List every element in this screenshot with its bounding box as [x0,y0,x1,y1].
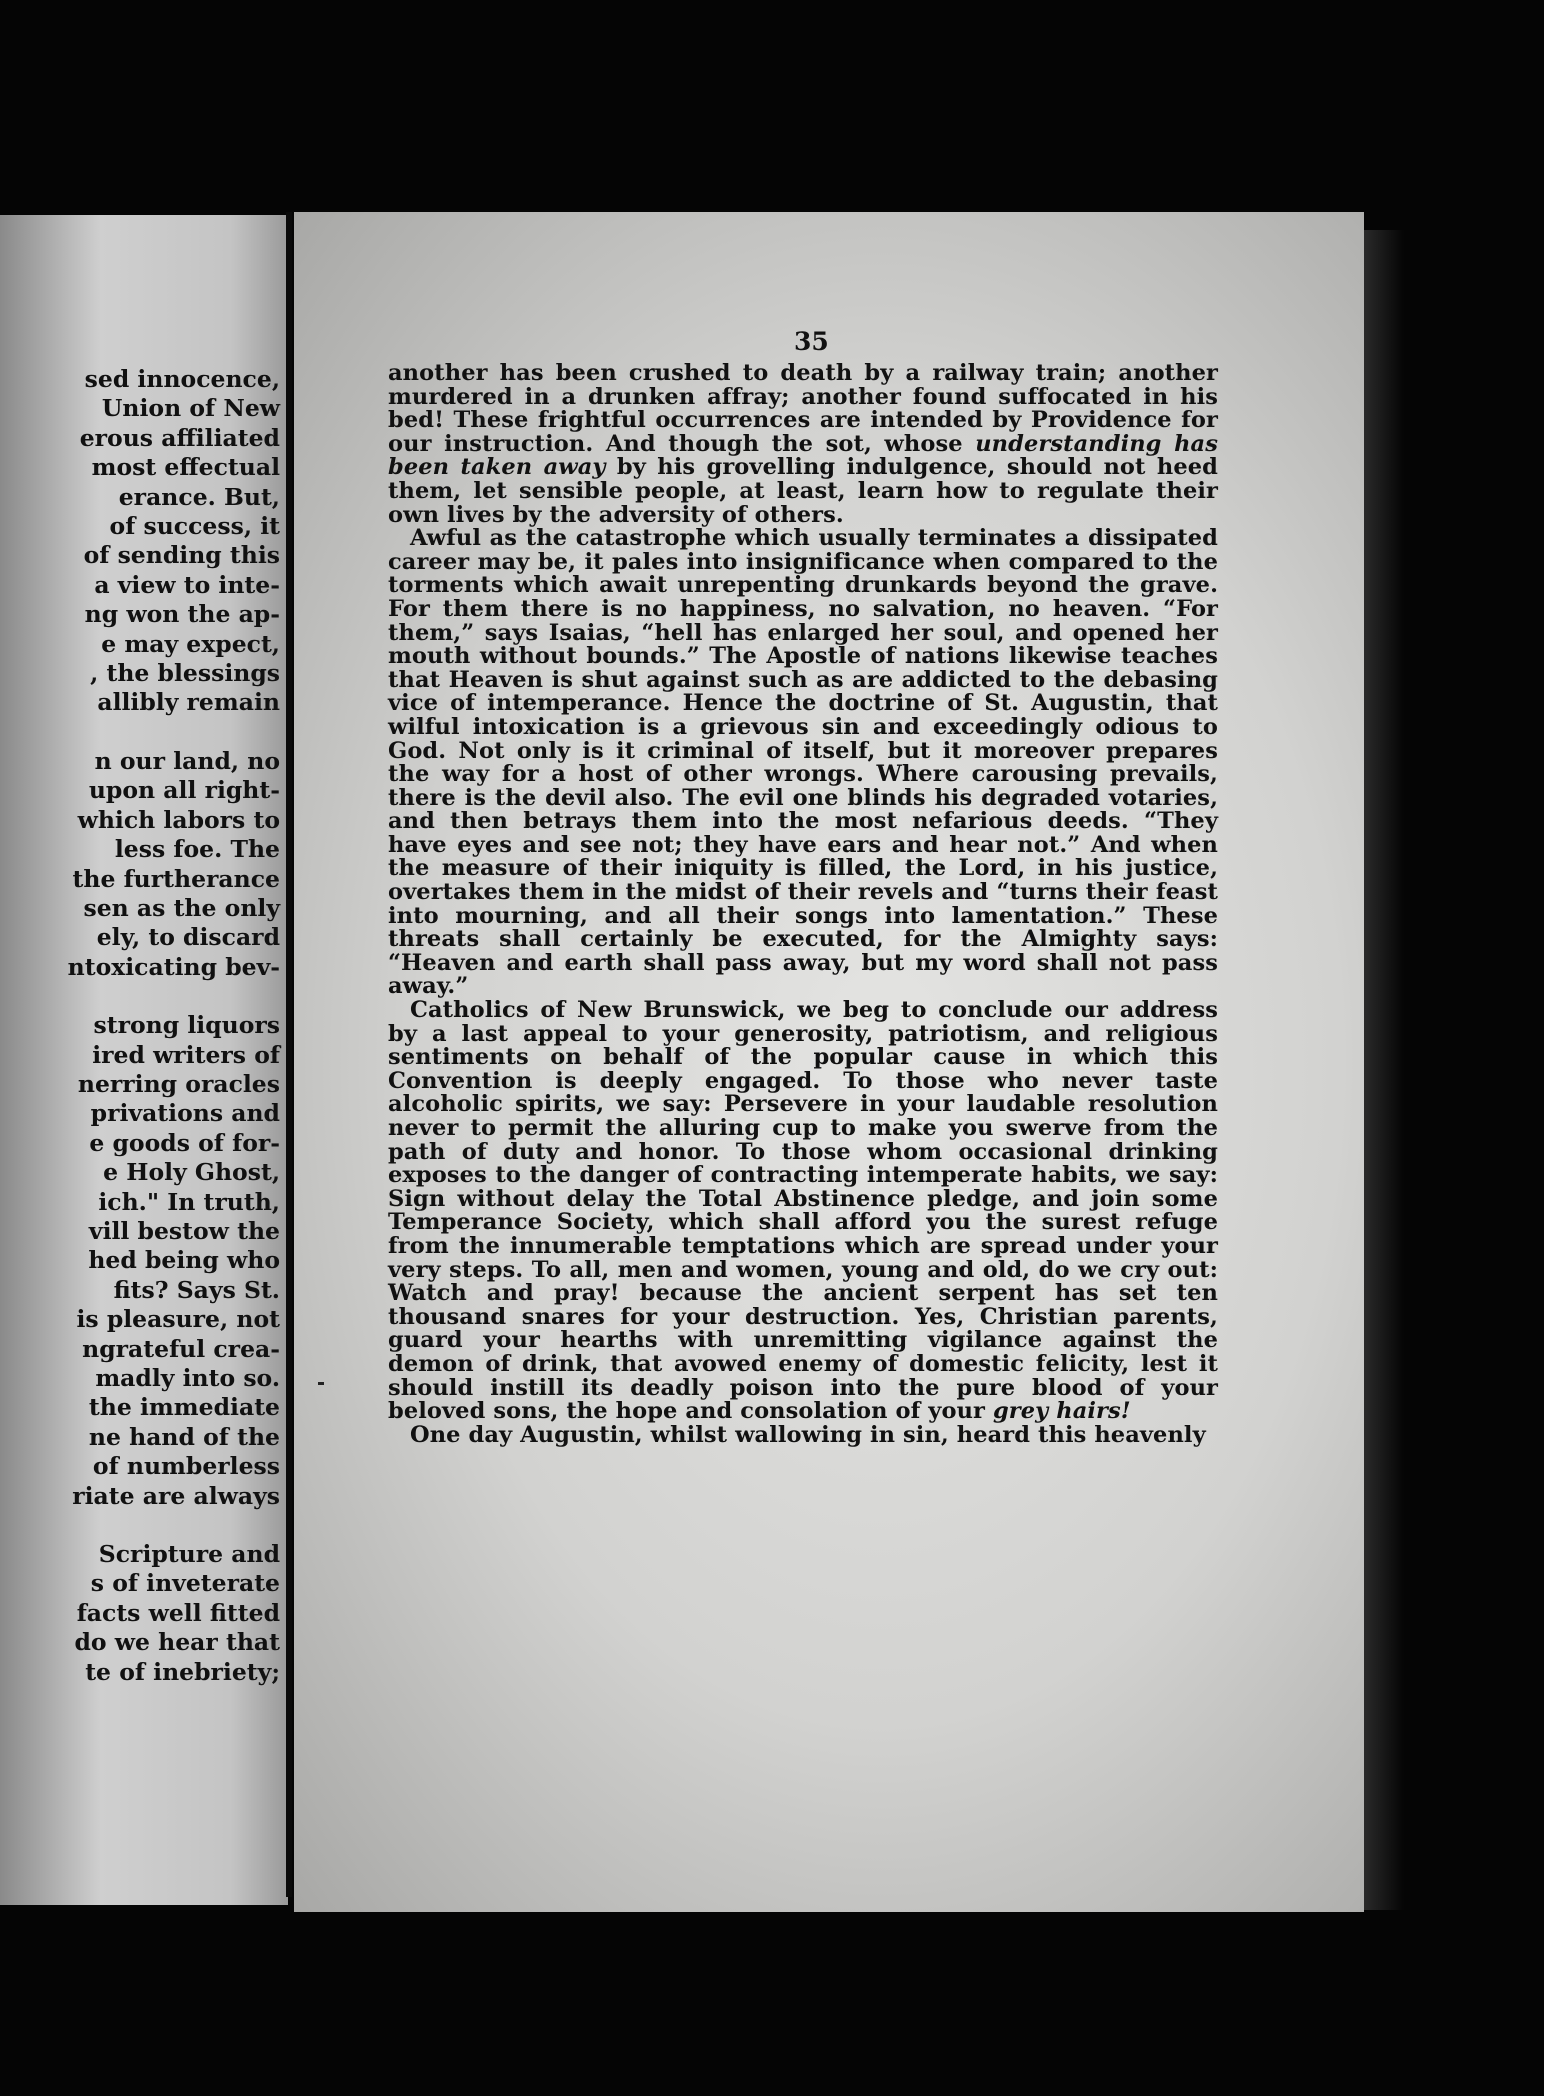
left-page-line: e may expect, [101,629,280,658]
left-page-line: , the blessings [90,659,280,688]
right-page [294,212,1364,1912]
paragraph-1-text-b: by his grovelling indulgence, should not heed them, let sensible people, at least, learn how to regulate their own lives by the adversity of others. [388,454,1218,528]
left-page-line: madly into so. [95,1364,280,1392]
left-page-line: vill bestow the [88,1216,280,1245]
left-page-line: te of inebriety; [85,1657,280,1686]
left-page-line: ng won the ap- [84,600,280,629]
left-page-line [0,1511,280,1540]
left-page-line: is pleasure, not [76,1305,280,1334]
left-page-line: a view to inte- [94,570,280,599]
left-page-line: privations and [90,1099,280,1128]
left-page-text [0,365,280,1687]
page-edge-shadow [1364,230,1404,1910]
left-page-line: ngrateful crea- [82,1334,280,1363]
left-page-line: ich." In truth, [98,1187,280,1216]
left-page-line: e Holy Ghost, [103,1158,280,1187]
paragraph-4: One day Augustin, whilst wallowing in sin, heard this heavenly [410,1421,1206,1448]
gutter-line [286,212,292,1897]
paragraph-3-text: Catholics of New Brunswick, we beg to conclude our address by a last appeal to your generosity, patriotism, and religious sentiments on behalf of the popular cause in which this Convention is deeply engaged. To those who never taste alcoholic spirits, we say: Persevere in your laudable resolution never to permit the alluring cup to make you swerve from the path of duty and honor. To those whom occasional drinking exposes to the danger of contracting intemperate habits, we say: Sign without delay the Total Abstinence pledge, and join some Temperance Society, which shall afford you the surest refuge from the innumerable temptations which are spread under your very steps. To all, men and women, young and old, do we cry out: Watch and pray! because the ancient serpent has set ten thousand snares for your destruction. Yes, Christian parents, guard your hearths with unremitting vigilance against the demon of drink, that avowed enemy of domestic felicity, lest it should instill its deadly poison into the pure blood of your beloved sons, the hope and consolation of your [388,997,1218,1425]
left-page-line: erous affiliated [79,423,280,452]
paragraph-3 [388,999,1218,1424]
page-number: 35 [794,327,829,356]
left-page-line: sed innocence, [84,365,280,393]
left-page-line: s of inveterate [90,1569,280,1598]
paragraph-1 [388,362,1218,527]
left-page-line: upon all right- [88,776,280,805]
paragraph-3-emphasis: grey hairs! [992,1398,1131,1425]
left-page-line: ne hand of the [88,1422,280,1451]
left-page-line: erance. But, [118,482,280,511]
left-page-line [0,982,280,1011]
left-page-line: hed being who [88,1246,280,1275]
left-page-line: of numberless [92,1452,280,1481]
paragraph-1-text-a: another has been crushed to death by a railway train; another murdered in a drunken affray; another found suffocated in his bed! These frightful occurrences are intended by Providence for our instruction. And though the sot, whose [388,360,1218,457]
left-page-line: n our land, no [94,746,280,775]
margin-mark [318,1382,324,1385]
left-page-line: ntoxicating bev- [67,952,280,981]
left-page-line: do we hear that [74,1628,280,1657]
left-page-line: strong liquors [93,1011,280,1040]
left-page-line: e goods of for- [89,1128,280,1157]
left-page-line: riate are always [72,1481,280,1510]
left-page [0,215,288,1905]
left-page-line: facts well fitted [76,1598,280,1627]
left-page-line: Union of New [101,394,280,423]
left-page-line: most effectual [91,453,280,482]
left-page-line: nerring oracles [77,1069,280,1098]
left-page-line: ely, to discard [96,923,280,952]
paragraph-2: Awful as the catastrophe which usually terminates a dissipated career may be, it pales into insignificance when compared to the torments which await unrepenting drunkards beyond the grave. For them there is no happiness, no salvation, no heaven. “For them,” says Isaias, “hell has enlarged her soul, and opened her mouth without bounds.” The Apostle of nations likewise teaches that Heaven is shut against such as are addicted to the debasing vice of intemperance. Hence the doctrine of St. Augustin, that wilful intoxication is a grievous sin and exceedingly odious to God. Not only is it criminal of itself, but it moreover prepares the way for a host of other wrongs. Where carousing prevails, there is the devil also. The evil one blinds his degraded votaries, and then betrays them into the most nefarious deeds. “They have eyes and see not; they have ears and hear not.” And when the measure of their iniquity is filled, the Lord, in his justice, overtakes them in the midst of their revels and “turns their feast into mourning, and all their songs into lamentation.” These threats shall certainly be executed, for the Almighty says: “Heaven and earth shall pass away, but my word shall not pass away.” [388,525,1218,1000]
left-page-line: of success, it [109,512,280,541]
left-page-line: allibly remain [97,688,280,717]
left-page-line: the immediate [88,1393,280,1422]
right-page-text [388,362,1218,1447]
left-page-line: Scripture and [98,1540,280,1569]
left-page-line: the furtherance [72,864,280,893]
left-page-line: fits? Says St. [113,1275,280,1304]
left-page-line: which labors to [77,805,280,834]
left-page-line: of sending this [83,541,280,570]
left-page-line [0,718,280,747]
paragraph-1-emphasis: understanding has been taken away [388,430,1218,481]
left-page-line: less foe. The [114,835,280,864]
left-page-line: sen as the only [83,893,280,922]
left-page-line: ired writers of [92,1040,280,1069]
